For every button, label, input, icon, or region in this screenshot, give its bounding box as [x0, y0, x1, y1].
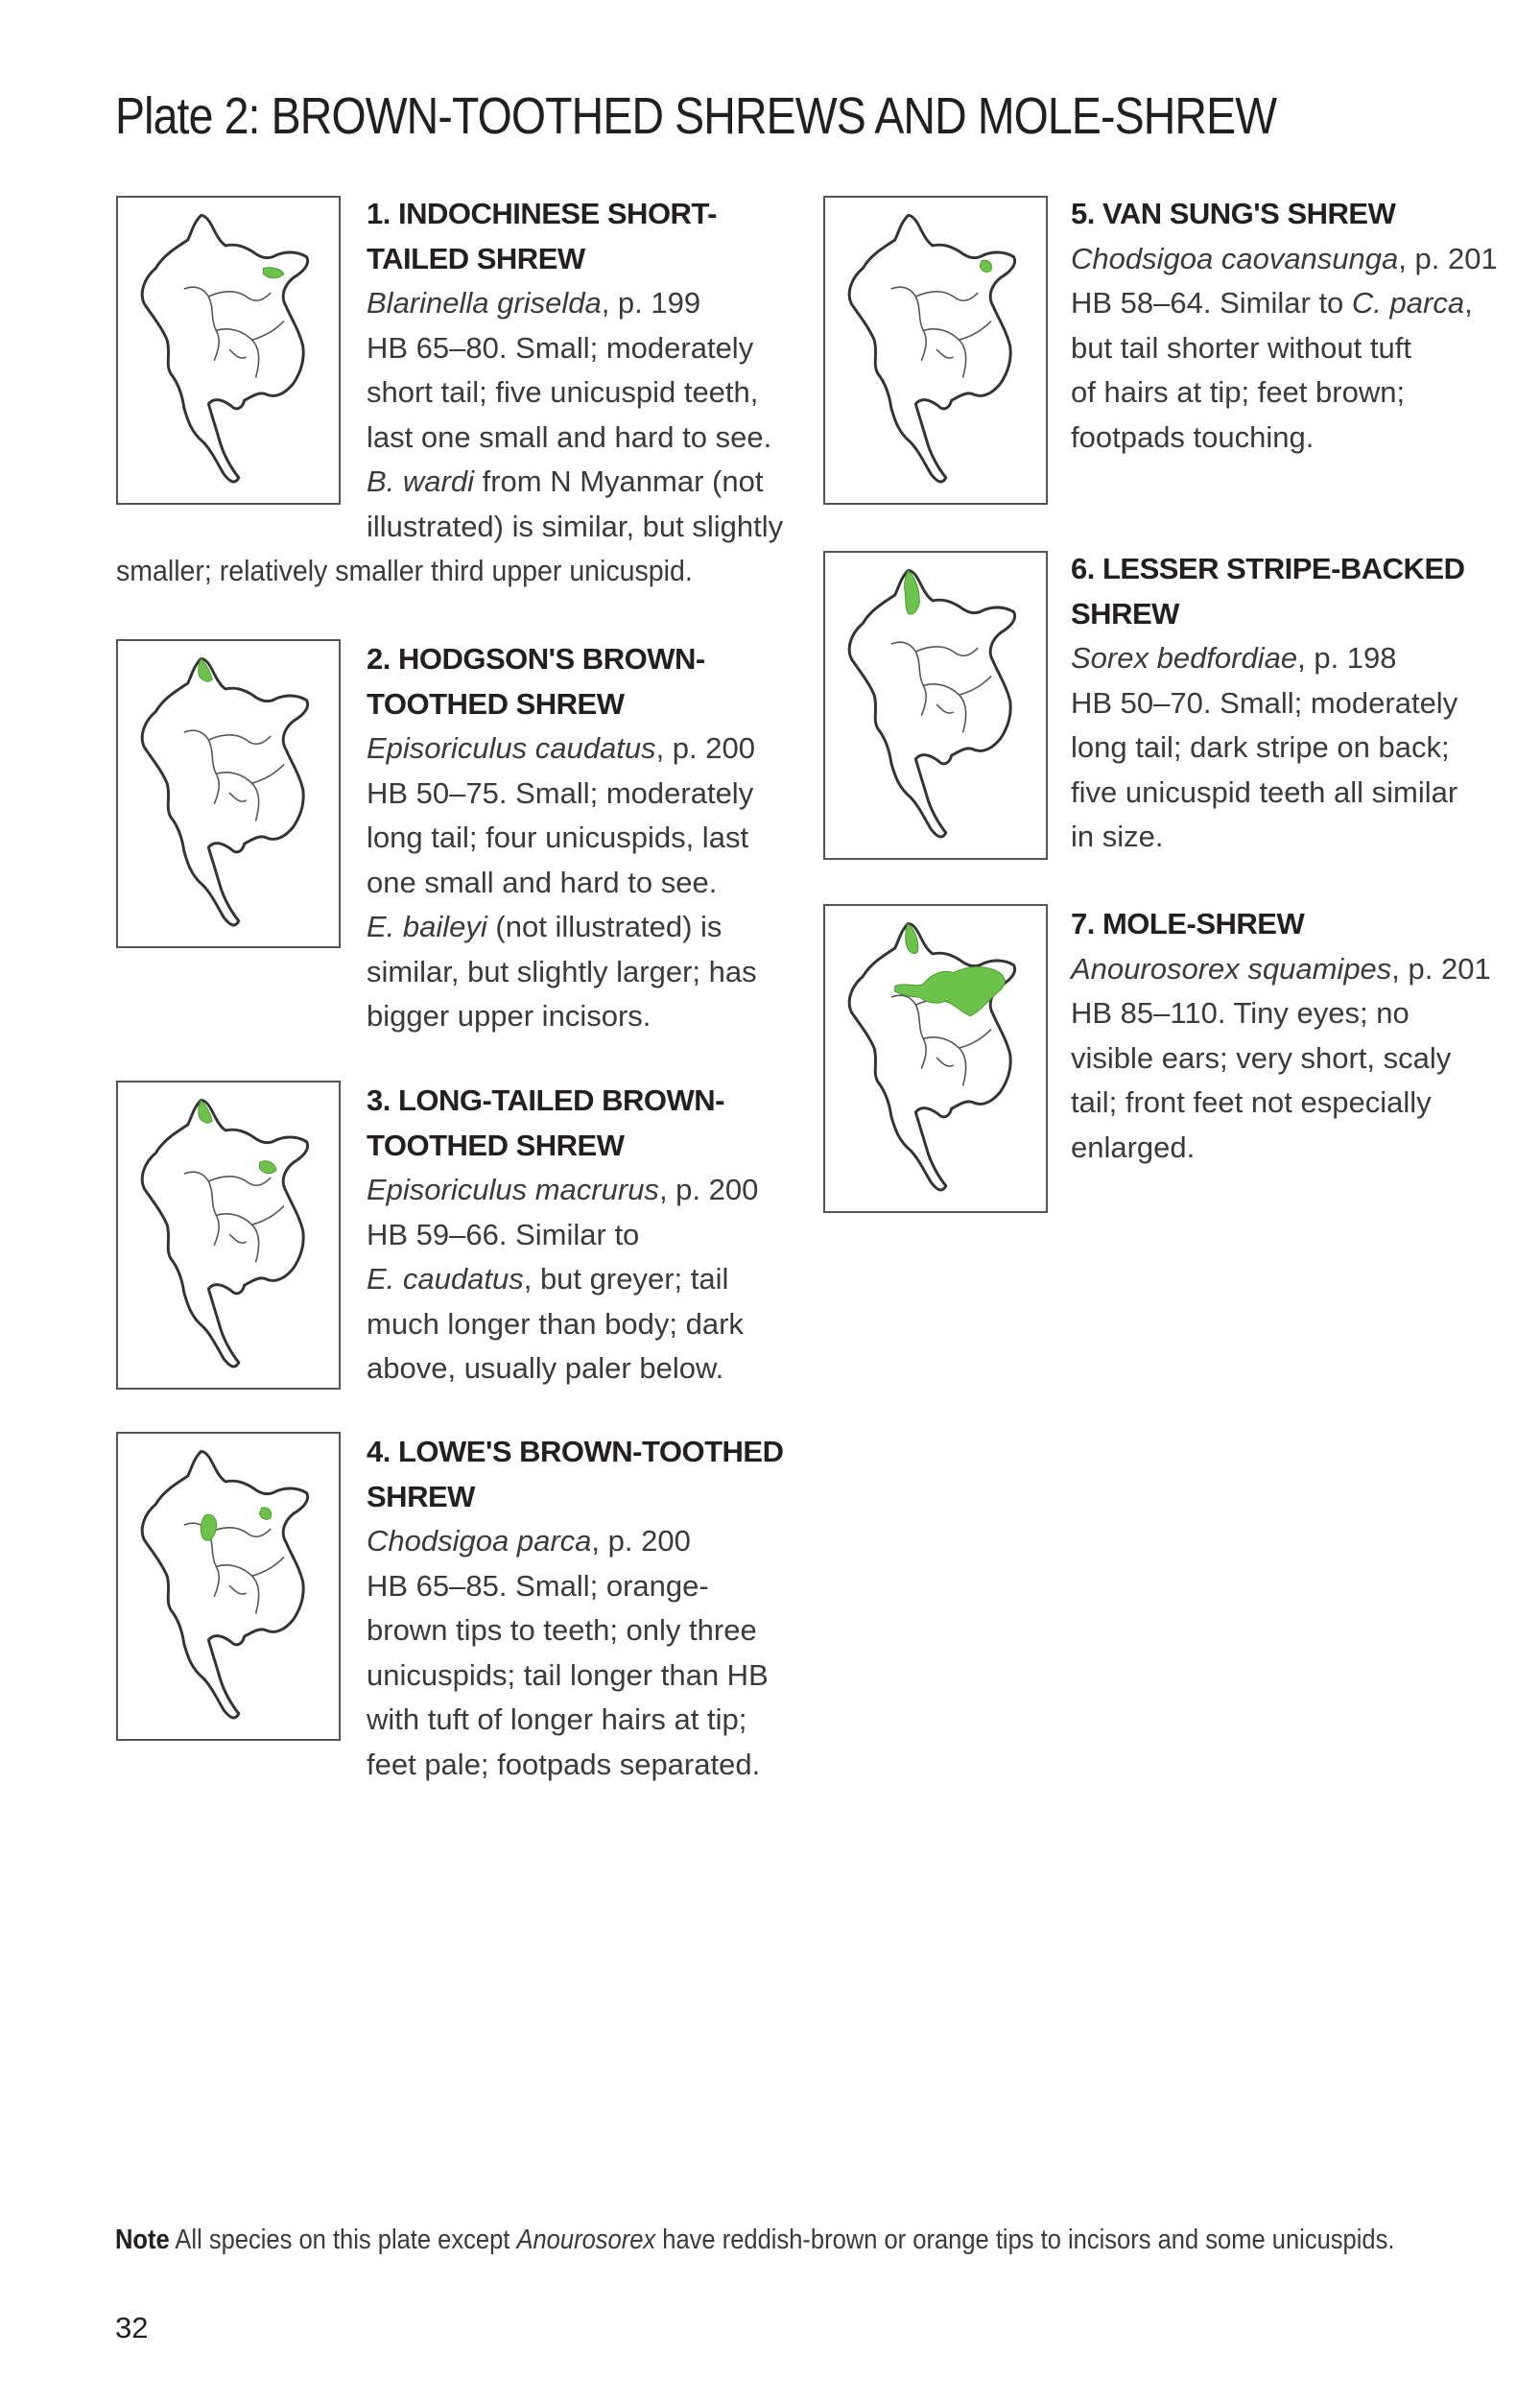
- description-line: E. baileyi (not illustrated) is: [367, 910, 723, 943]
- description-line: but tail shorter without tuft: [1071, 330, 1411, 365]
- description-line: visible ears; very short, scaly: [1071, 1040, 1452, 1075]
- species-entry-1: [367, 192, 789, 549]
- description-line: brown tips to teeth; only three: [367, 1613, 757, 1647]
- species-name: 4. LOWE'S BROWN-TOOTHED: [367, 1435, 784, 1468]
- note-label: Note: [115, 2225, 170, 2255]
- note-text: All species on this plate except: [169, 2225, 517, 2255]
- species-name: 5. VAN SUNG'S SHREW: [1071, 197, 1396, 230]
- map-svg: [118, 641, 339, 946]
- scientific-line: [367, 726, 789, 772]
- map-svg: [825, 198, 1046, 503]
- description-line: of hairs at tip; feet brown;: [1071, 375, 1406, 409]
- species-name: TOOTHED SHREW: [367, 1128, 625, 1162]
- species-italic: E. caudatus: [367, 1262, 524, 1296]
- description-line: with tuft of longer hairs at tip;: [367, 1702, 747, 1736]
- map-svg: [118, 1083, 339, 1388]
- page-ref: , p. 200: [658, 1173, 759, 1206]
- description-line: HB 85–110. Tiny eyes; no: [1071, 996, 1410, 1030]
- scientific-line: [367, 1168, 789, 1213]
- page-ref: , p. 201: [1391, 951, 1491, 986]
- scientific-name: Episoriculus caudatus: [367, 731, 656, 765]
- page-ref: , p. 200: [655, 731, 755, 765]
- species-entry-4: [367, 1430, 789, 1787]
- page-ref: , p. 200: [591, 1524, 691, 1558]
- range-map-long-tailed-brown-toothed-shrew: [116, 1081, 341, 1390]
- description-line: E. caudatus, but greyer; tail: [367, 1262, 729, 1296]
- description-line: HB 65–85. Small; orange-: [367, 1568, 709, 1603]
- species-entry-7: [1071, 902, 1512, 1170]
- map-svg: [118, 198, 339, 503]
- description-line: footpads touching.: [1071, 419, 1315, 454]
- description-line: last one small and hard to see.: [367, 419, 772, 454]
- range-area: [980, 260, 991, 272]
- description-wide-line: smaller; relatively smaller third upper unicuspid.: [116, 554, 693, 587]
- description-line: long tail; four unicuspids, last: [367, 821, 749, 854]
- species-name: 7. MOLE-SHREW: [1071, 907, 1305, 940]
- description-line: above, usually paler below.: [367, 1351, 724, 1385]
- description-line: HB 59–66. Similar to: [367, 1217, 640, 1251]
- description-line: long tail; dark stripe on back;: [1071, 730, 1450, 764]
- description-line: short tail; five unicuspid teeth,: [367, 375, 759, 409]
- species-name: SHREW: [1071, 596, 1179, 630]
- description-line: five unicuspid teeth all similar: [1071, 774, 1458, 809]
- page-title: Plate 2: BROWN-TOOTHED SHREWS AND MOLE-SHREW: [115, 87, 1277, 145]
- range-map-van-sungs-shrew: [823, 196, 1048, 505]
- description-line: similar, but slightly larger; has: [367, 954, 757, 988]
- range-map-mole-shrew: [823, 904, 1048, 1213]
- range-area: [259, 1508, 271, 1519]
- species-name: 3. LONG-TAILED BROWN-: [367, 1083, 724, 1117]
- scientific-line: [1071, 237, 1512, 282]
- description-line: HB 58–64. Similar to C. parca,: [1071, 286, 1473, 320]
- map-svg: [118, 1434, 339, 1739]
- description-line: HB 50–70. Small; moderately: [1071, 685, 1458, 720]
- species-italic: C. parca: [1351, 286, 1465, 320]
- species-name: 2. HODGSON'S BROWN-: [367, 642, 705, 676]
- species-name: 1. INDOCHINESE SHORT-: [367, 197, 717, 230]
- description-line: HB 50–75. Small; moderately: [367, 775, 754, 810]
- description-line: bigger upper incisors.: [367, 999, 652, 1033]
- range-map-lesser-stripe-backed-shrew: [823, 551, 1048, 860]
- note-text: have reddish-brown or orange tips to incisors and some unicuspids.: [655, 2225, 1395, 2255]
- scientific-line: [367, 1519, 789, 1564]
- species-italic: E. baileyi: [367, 910, 487, 943]
- scientific-name: Anourosorex squamipes: [1071, 951, 1392, 986]
- description-line: in size.: [1071, 820, 1164, 853]
- note-italic: Anourosorex: [516, 2225, 656, 2255]
- description-line: one small and hard to see.: [367, 865, 718, 899]
- scientific-line: [1071, 636, 1512, 681]
- range-map-indochinese-short-tailed-shrew: [116, 196, 341, 505]
- scientific-name: Episoriculus macrurus: [367, 1173, 659, 1206]
- plate-note: [115, 2225, 1394, 2256]
- description-line: feet pale; footpads separated.: [367, 1747, 761, 1781]
- scientific-line: [1071, 947, 1512, 992]
- page-number: 32: [115, 2311, 149, 2344]
- page-ref: , p. 198: [1297, 641, 1397, 675]
- scientific-name: Sorex bedfordiae: [1071, 641, 1298, 675]
- species-entry-6: [1071, 547, 1512, 860]
- range-map-hodgsons-brown-toothed-shrew: [116, 639, 341, 948]
- species-entry-2: [367, 637, 789, 1039]
- map-svg: [825, 906, 1046, 1211]
- species-name: 6. LESSER STRIPE-BACKED: [1071, 552, 1465, 585]
- description-line: enlarged.: [1071, 1130, 1196, 1164]
- page-ref: , p. 201: [1398, 241, 1498, 275]
- species-italic: B. wardi: [367, 464, 474, 498]
- scientific-name: Chodsigoa caovansunga: [1071, 241, 1399, 275]
- description-line: tail; front feet not especially: [1071, 1085, 1432, 1119]
- description-line: much longer than body; dark: [367, 1306, 744, 1341]
- scientific-line: [367, 281, 789, 326]
- description-line: unicuspids; tail longer than HB: [367, 1657, 769, 1692]
- description-line: illustrated) is similar, but slightly: [367, 509, 784, 543]
- species-entry-3: [367, 1079, 789, 1392]
- scientific-name: Blarinella griselda: [367, 286, 602, 320]
- species-name: TOOTHED SHREW: [367, 686, 625, 721]
- range-map-lowes-brown-toothed-shrew: [116, 1432, 341, 1741]
- species-name: SHREW: [367, 1479, 475, 1513]
- species-name: TAILED SHREW: [367, 241, 585, 275]
- page-ref: , p. 199: [601, 286, 701, 320]
- description-line: HB 65–80. Small; moderately: [367, 330, 754, 365]
- description-line: B. wardi from N Myanmar (not: [367, 464, 764, 498]
- map-svg: [825, 553, 1046, 858]
- species-entry-5: [1071, 192, 1512, 460]
- scientific-name: Chodsigoa parca: [367, 1524, 592, 1558]
